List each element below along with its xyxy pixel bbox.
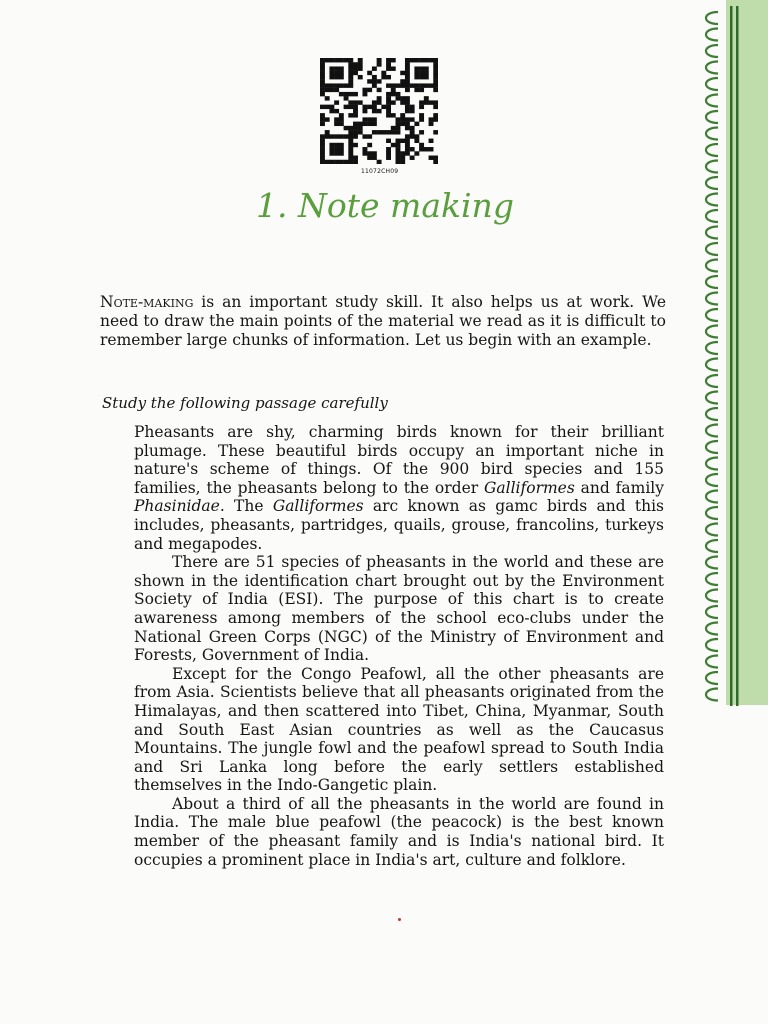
passage-paragraph-2: There are 51 species of pheasants in the world and these are shown in the identification chart brought out by the Environment Society of India (ESI). The purpose of this chart is to create awareness among members of the school eco-clubs under the National Green Corps (NGC) of the Ministry of Environment and Forests, Government of India. <box>134 553 664 665</box>
intro-text: is an important study skill. It also helps us at work. We need to draw the main points of the material we read as it is difficult to remember large chunks of information. Let us begin with an example. <box>100 293 666 349</box>
passage-paragraph-1 <box>134 423 664 553</box>
p1-text-a: Pheasants are shy, charming birds known for their brilliant plumage. These beautiful birds occupy an important niche in nature's scheme of things. Of the 900 bird species and 155 families, the pheasants belong to the order <box>134 423 664 497</box>
spiral-binding-image <box>696 0 768 720</box>
ink-dot <box>398 918 401 921</box>
qr-code-image <box>320 58 438 164</box>
intro-paragraph <box>100 293 666 350</box>
p1-text-g: arc known as gamc birds and this includes, pheasants, partridges, quails, grouse, francolins, turkeys and megapodes. <box>134 497 664 553</box>
passage-instruction: Study the following passage carefully <box>102 394 388 412</box>
p1-term-phasinidae: Phasinidae <box>134 497 220 516</box>
qr-code-label: 11072CH09 <box>361 168 399 175</box>
passage-paragraph-4: About a third of all the pheasants in the world are found in India. The male blue peafowl (the peacock) is the best known member of the pheasant family and is India's national bird. It occupies a prominent place in India's art, culture and folklore. <box>134 794 664 869</box>
p1-text-e: . The <box>219 497 273 516</box>
chapter-title: 1. Note making <box>256 186 514 225</box>
p1-term-galliformes-2: Galliformes <box>272 497 364 516</box>
p1-term-galliformes: Galliformes <box>484 478 575 497</box>
p1-text-c: and family <box>574 478 664 497</box>
intro-lead: Note-making <box>100 293 194 311</box>
passage-paragraph-3: Except for the Congo Peafowl, all the other pheasants are from Asia. Scientists believe that all pheasants originated from the Himalayas, and then scattered into Tibet, China, Myanmar, South and South East Asian countries as well as the Caucasus Mountains. The jungle fowl and the peafowl spread to South India and Sri Lanka long before the early settlers established themselves in the Indo-Gangetic plain. <box>134 664 664 795</box>
passage <box>134 423 664 869</box>
